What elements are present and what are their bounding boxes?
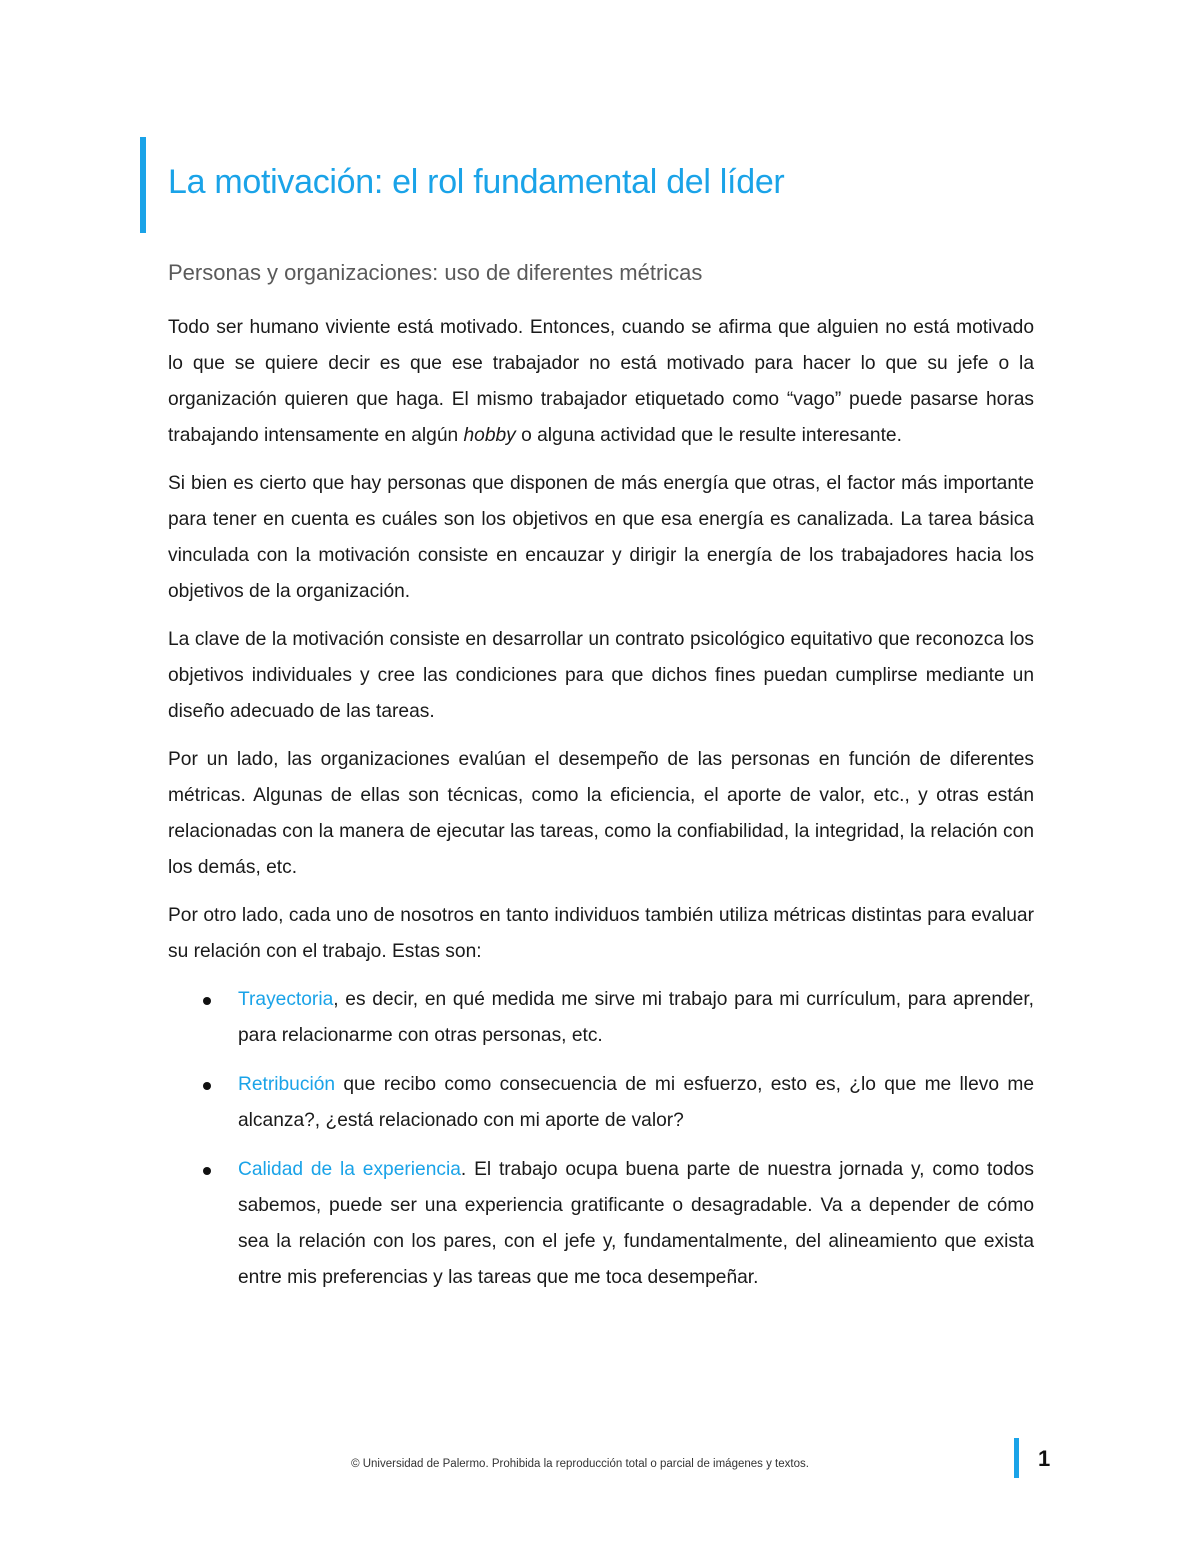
paragraph-1-emphasis: hobby (463, 425, 516, 446)
paragraph-4: Por un lado, las organizaciones evalúan el desempeño de las personas en función de diferentes métricas. Algunas de ellas son técnicas, como la eficiencia, el aporte de valor, etc., y otras están relacionadas con la manera de ejecutar las tareas, como la confiabilidad, la integridad, la relación con los demás, etc. (168, 749, 1034, 878)
page-number: 1 (1038, 1446, 1051, 1471)
list-item-term: Trayectoria (238, 989, 334, 1010)
paragraph-5: Por otro lado, cada uno de nosotros en tanto individuos también utiliza métricas distintas para evaluar su relación con el trabajo. Estas son: (168, 905, 1034, 962)
list-item-text: que recibo como consecuencia de mi esfuerzo, esto es, ¿lo que me llevo me alcanza?, ¿está relacionado con mi aporte de valor? (238, 1074, 1034, 1131)
paragraph-1-text-b: o alguna actividad que le resulte interesante. (515, 425, 902, 446)
list-item (168, 1152, 1034, 1296)
page-title: La motivación: el rol fundamental del líder (168, 163, 785, 201)
list-item-text: , es decir, en qué medida me sirve mi trabajo para mi currículum, para aprender, para relacionarme con otras personas, etc. (238, 989, 1034, 1046)
list-item-term: Calidad de la experiencia (238, 1159, 461, 1180)
metrics-list (168, 982, 1034, 1296)
paragraph-3: La clave de la motivación consiste en desarrollar un contrato psicológico equitativo que reconozca los objetivos individuales y cree las condiciones para que dichos fines puedan cumplirse mediante un diseño adecuado de las tareas. (168, 629, 1034, 722)
paragraph-1 (168, 310, 1034, 454)
bullet-icon (203, 1167, 211, 1175)
document-body (168, 310, 1034, 1309)
list-item-term: Retribución (238, 1074, 336, 1095)
paragraph-2: Si bien es cierto que hay personas que disponen de más energía que otras, el factor más importante para tener en cuenta es cuáles son los objetivos en que esa energía es canalizada. La tarea básica vinculada con la motivación consiste en encauzar y dirigir la energía de los trabajadores hacia los objetivos de la organización. (168, 473, 1034, 602)
list-item (168, 1067, 1034, 1139)
bullet-icon (203, 1082, 211, 1090)
section-subtitle: Personas y organizaciones: uso de diferentes métricas (168, 260, 703, 285)
paragraph-1-text-a: Todo ser humano viviente está motivado. Entonces, cuando se afirma que alguien no está motivado lo que se quiere decir es que ese trabajador no está motivado para hacer lo que su jefe o la organización quieren que haga. El mismo trabajador etiquetado como “vago” puede pasarse horas trabajando intensamente en algún (168, 317, 1034, 446)
footer-copyright: © Universidad de Palermo. Prohibida la reproducción total o parcial de imágenes y textos. (351, 1458, 809, 1470)
list-item (168, 982, 1034, 1054)
bullet-icon (203, 997, 211, 1005)
list-item-text: . El trabajo ocupa buena parte de nuestra jornada y, como todos sabemos, puede ser una experiencia gratificante o desagradable. Va a depender de cómo sea la relación con los pares, con el jefe y, fundamentalmente, del alineamiento que exista entre mis preferencias y las tareas que me toca desempeñar. (238, 1159, 1035, 1288)
footer-accent-bar (1014, 1438, 1019, 1478)
title-accent-bar (140, 137, 146, 233)
